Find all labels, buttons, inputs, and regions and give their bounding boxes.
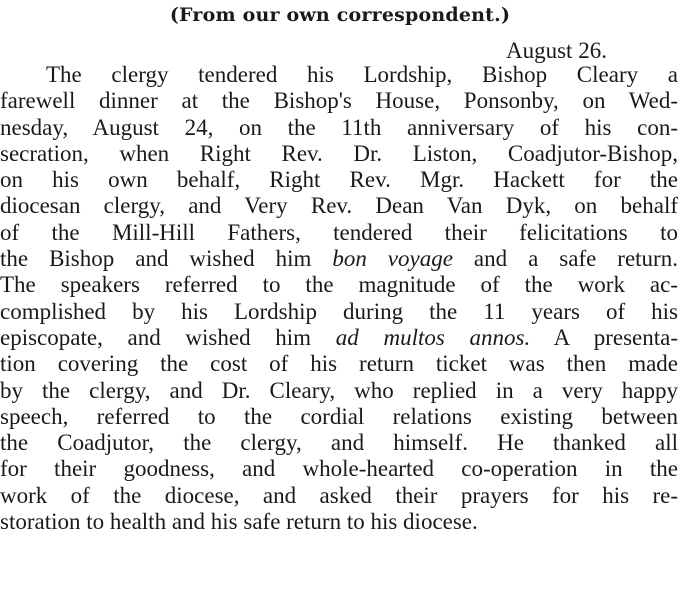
article-line: secration, when Right Rev. Dr. Liston, Coadjutor-Bishop, bbox=[0, 140, 678, 166]
article-line: for their goodness, and whole-hearted co-operation in the bbox=[0, 456, 678, 482]
article-line: tion covering the cost of his return ticket was then made bbox=[0, 351, 678, 377]
article-text: and a safe return. bbox=[452, 246, 678, 272]
article-line: on his own behalf, Right Rev. Mgr. Hackett for the bbox=[0, 167, 678, 193]
article-line: work of the diocese, and asked their prayers for his re- bbox=[0, 482, 678, 508]
correspondent-heading: (From our own correspondent.) bbox=[169, 4, 511, 26]
article-line: storation to health and his safe return to his diocese. bbox=[0, 509, 478, 535]
dateline: August 26. bbox=[506, 38, 607, 63]
article-text: the Bishop and wished him bbox=[0, 246, 333, 272]
article-body bbox=[0, 62, 680, 535]
article-line: The speakers referred to the magnitude of the work ac- bbox=[0, 272, 678, 298]
italic-phrase: bon voyage bbox=[332, 246, 453, 272]
article-line: speech, referred to the cordial relations existing between bbox=[0, 403, 678, 429]
article-line: The clergy tendered his Lordship, Bishop Cleary a bbox=[46, 62, 678, 87]
article-line: by the clergy, and Dr. Cleary, who replied in a very happy bbox=[0, 377, 678, 403]
article-line: farewell dinner at the Bishop's House, Ponsonby, on Wed- bbox=[0, 88, 678, 114]
italic-phrase: ad multos annos. bbox=[335, 324, 531, 350]
article-line: nesday, August 24, on the 11th anniversary of his con- bbox=[0, 114, 678, 140]
article-line: diocesan clergy, and Very Rev. Dean Van Dyk, on behalf bbox=[0, 193, 678, 219]
article-text: A presenta- bbox=[530, 324, 678, 350]
article-line: the Coadjutor, the clergy, and himself. He thanked all bbox=[0, 430, 678, 456]
article-text: episcopate, and wished him bbox=[0, 324, 336, 350]
article-line bbox=[0, 325, 680, 351]
article-line bbox=[0, 246, 680, 272]
article-line: complished by his Lordship during the 11 years of his bbox=[0, 298, 678, 324]
article-line: of the Mill-Hill Fathers, tendered their felicitations to bbox=[0, 219, 678, 245]
